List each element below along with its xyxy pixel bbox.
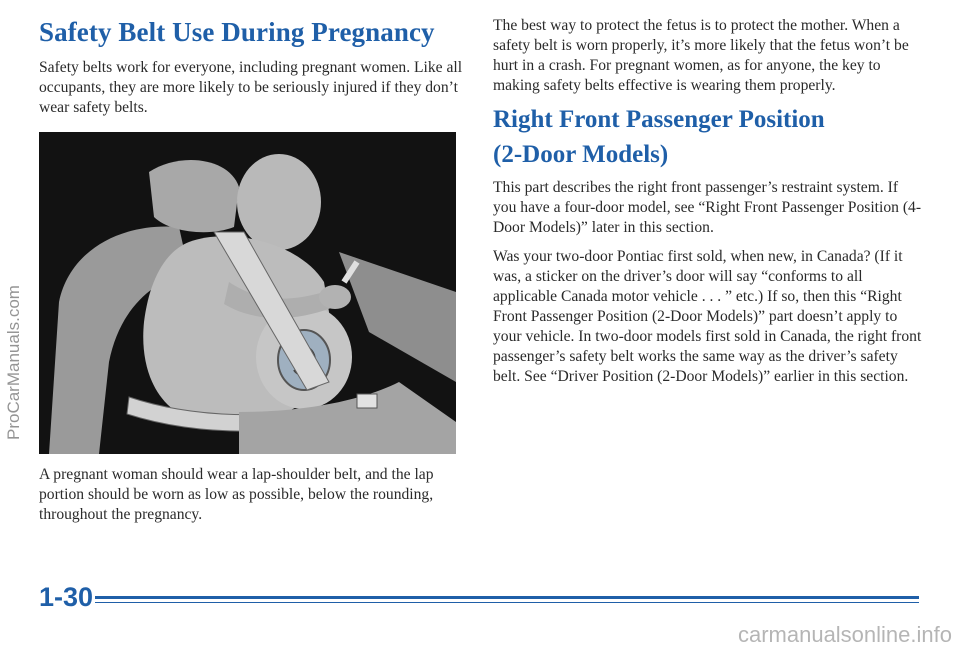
left-column (39, 14, 464, 523)
pregnant-occupant-illustration (39, 132, 456, 454)
illustration-svg (39, 132, 456, 454)
fetus-protection-paragraph: The best way to protect the fetus is to protect the mother. When a safety belt is worn properly, it’s more likely that the fetus won’t be hurt in a crash. For pregnant women, as for anyone, the key to making safety belts effective is wearing them properly. (493, 17, 909, 94)
footer-rule-thin (95, 602, 919, 603)
passenger-position-heading (493, 102, 923, 172)
left-watermark: ProCarManuals.com (4, 285, 23, 440)
page-footer (39, 578, 919, 618)
heading-line-2: (2-Door Models) (493, 141, 669, 168)
page-number: 1-30 (39, 582, 94, 612)
bottom-watermark: carmanualsonline.info (737, 622, 952, 647)
canada-paragraph: Was your two-door Pontiac first sold, when new, in Canada? (If it was, a sticker on the driver’s door will say “conforms to all applicable Canada motor vehicle . . . ” etc.) If so, then this “Right Front Passenger Position (2-Door Models)” part doesn’t apply to your vehicle. In two-door models first sold in Canada, the right front passenger’s safety belt works the same way as the driver’s safety belt. See “Driver Position (2-Door Models)” earlier in this section. (493, 248, 922, 385)
footer-rule-thick (95, 596, 919, 599)
right-column (493, 14, 923, 387)
heading-line-1: Right Front Passenger Position (493, 106, 825, 133)
section-title: Safety Belt Use During Pregnancy (39, 17, 435, 47)
intro-paragraph: Safety belts work for everyone, including pregnant women. Like all occupants, they are more likely to be seriously injured if they don’t wear safety belts. (39, 59, 463, 116)
restraint-system-paragraph: This part describes the right front passenger’s restraint system. If you have a four-door model, see “Right Front Passenger Position (4-Door Models)” later in this section. (493, 179, 922, 236)
illustration-caption: A pregnant woman should wear a lap-shoulder belt, and the lap portion should be worn as low as possible, below the rounding, throughout the pregnancy. (39, 466, 434, 523)
